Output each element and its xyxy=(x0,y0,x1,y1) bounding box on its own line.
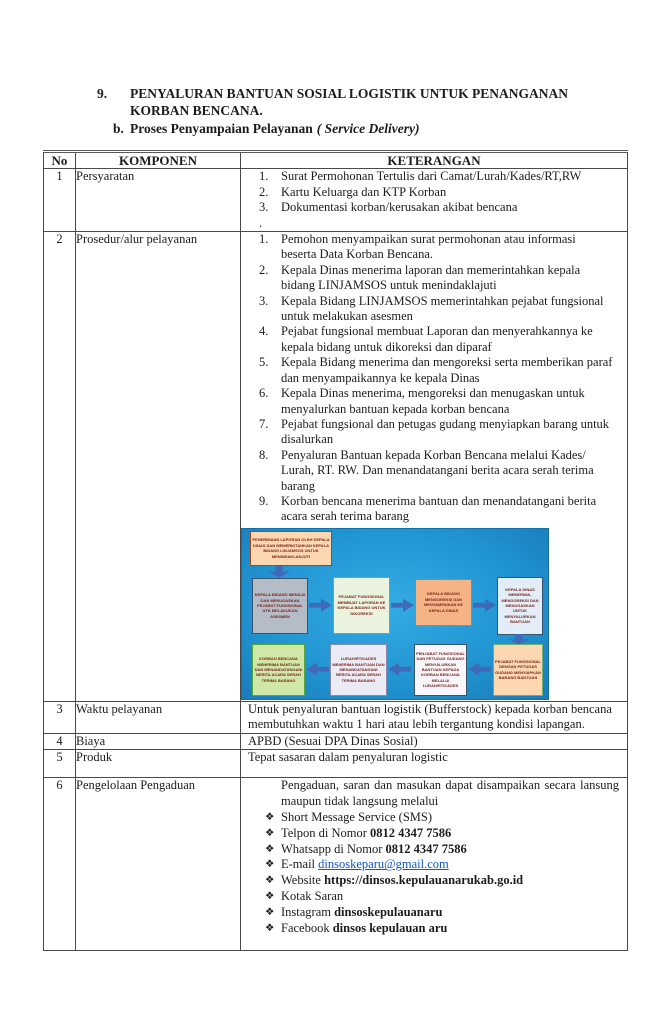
flowchart-step-prepare-goods: PEJABAT FUNGSIONAL DENGAN PETUGAS GUDANG MENYIAPKAN BARANG BANTUAN xyxy=(493,644,543,696)
flowchart-step-head-assign-distribution: KEPALA DINAS MENERIMA, MENGOREKSI DAN MENUGASKAN UNTUK MENYALURKAN BANTUAN xyxy=(497,577,543,635)
flowchart-step-village-receive: LURAH/RT/KADES MENERIMA BANTUAN DAN MENANDATANGANI BERITA ACARA SERAH TERIMA BARANG xyxy=(330,644,387,696)
list-item: Surat Permohonan Tertulis dari Camat/Lurah/Kades/RT,RW xyxy=(281,169,582,184)
arrow-right-icon xyxy=(309,599,332,612)
diamond-bullet-icon: ❖ xyxy=(265,826,275,839)
diamond-bullet-icon: ❖ xyxy=(265,922,275,935)
table-header-row xyxy=(44,152,628,169)
table-row-produk xyxy=(44,749,628,777)
subsection-title-italic: ( Service Delivery) xyxy=(316,121,420,136)
row3-no: 3 xyxy=(44,701,76,733)
arrow-right-icon xyxy=(473,599,496,612)
channel-phone: ❖ Telpon di Nomor 0812 4347 7586 xyxy=(265,825,452,840)
service-delivery-table xyxy=(43,150,628,951)
row2-komponen: Prosedur/alur pelayanan xyxy=(76,232,241,702)
website-url: https://dinsos.kepulauanarukab.go.id xyxy=(324,873,524,888)
instagram-handle: dinsoskepulauanaru xyxy=(334,905,443,920)
diamond-bullet-icon: ❖ xyxy=(265,874,275,887)
row3-komponen: Waktu pelayanan xyxy=(76,701,241,733)
row5-no: 5 xyxy=(44,749,76,777)
row1-komponen: Persyaratan xyxy=(76,169,241,232)
row2-keterangan xyxy=(241,232,628,702)
channel-whatsapp: ❖ Whatsapp di Nomor 0812 4347 7586 xyxy=(265,841,467,856)
whatsapp-number: 0812 4347 7586 xyxy=(385,841,467,856)
list-item: Kepala Dinas menerima, mengoreksi dan menugaskan untuk menyalurkan bantuan kepada korban bencana xyxy=(281,386,585,416)
table-row-persyaratan xyxy=(44,169,628,232)
table-row-biaya xyxy=(44,733,628,749)
phone-number: 0812 4347 7586 xyxy=(370,825,452,840)
flowchart-step-receive-report: PENERIMAAN LAPORAN OLEH KEPALA DINAS DAN MEMERINTAHKAN KEPALA BIDANG LINJAMSOS UNTUK MENINDAKLANJUTI xyxy=(250,531,332,566)
table-row-pengaduan xyxy=(44,778,628,951)
arrow-down-icon xyxy=(268,566,290,578)
row6-keterangan xyxy=(241,778,628,951)
arrow-left-icon xyxy=(468,663,491,676)
diamond-bullet-icon: ❖ xyxy=(265,906,275,919)
channel-website: ❖ Website https://dinsos.kepulauanarukab.go.id xyxy=(265,873,524,888)
channel-instagram: ❖ Instagram dinsoskepulauanaru xyxy=(265,905,443,920)
subsection-title: Proses Penyampaian Pelayanan xyxy=(130,121,313,136)
row1-keterangan xyxy=(241,169,628,232)
row5-keterangan: Tepat sasaran dalam penyaluran logistic xyxy=(248,749,448,764)
row6-komponen: Pengelolaan Pengaduan xyxy=(76,778,241,951)
row1-no: 1 xyxy=(44,169,76,232)
row5-komponen: Produk xyxy=(76,749,241,777)
section-heading xyxy=(0,0,667,137)
stray-period: . xyxy=(259,215,263,230)
channel-facebook: ❖ Facebook dinsos kepulauan aru xyxy=(265,921,448,936)
header-keterangan: KETERANGAN xyxy=(241,152,628,169)
arrow-left-icon xyxy=(388,663,411,676)
row2-no: 2 xyxy=(44,232,76,702)
list-item: Penyaluran Bantuan kepada Korban Bencana melalui Kades/ Lurah, RT. RW. Dan menandatangani berita acara serah terima barang xyxy=(281,447,594,493)
email-link[interactable]: dinsoskeparu@gmail.com xyxy=(318,857,449,872)
channel-sms: ❖ Short Message Service (SMS) xyxy=(265,809,433,824)
list-item: Kepala Dinas menerima laporan dan memerintahkan kepala bidang LINJAMSOS untuk menindaklajuti xyxy=(281,262,581,293)
section-number: 9. xyxy=(97,86,108,101)
row6-no: 6 xyxy=(44,778,76,951)
row4-no: 4 xyxy=(44,733,76,749)
table-row-waktu xyxy=(44,701,628,733)
procedure-flowchart-image xyxy=(241,528,549,700)
list-item: Dokumentasi korban/kerusakan akibat bencana xyxy=(281,200,518,215)
flowchart-step-make-report: PEJABAT FUNGSIONAL MEMBUAT LAPORAN KE KEPALA BIDANG UNTUK DIKOREKSI xyxy=(333,577,390,634)
subsection-letter: b. xyxy=(113,121,124,136)
header-komponen: KOMPONEN xyxy=(76,152,241,169)
list-item: Korban bencana menerima bantuan dan menandatangani berita acara serah terima barang xyxy=(281,493,597,524)
list-item: Pemohon menyampaikan surat permohonan atau informasi beserta Data Korban Bencana. xyxy=(281,232,576,262)
channel-email: ❖ E-mail dinsoskeparu@gmail.com xyxy=(265,857,449,872)
list-item: Pejabat fungsional dan petugas gudang menyiapkan barang untuk disalurkan xyxy=(281,416,610,447)
flowchart-step-distribute-goods: PENJABAT FUNGSIONAL DAN PETUGAS GUDANG MENYALURKAN BANTUAN KEPADA KORBAN BENCANA MELALUI LURAH/RT/KADES xyxy=(414,644,467,696)
row3-keterangan: Untuk penyaluran bantuan logistik (Bufferstock) kepada korban bencana membutuhkan waktu 1 hari atau lebih tergantung kondisi lapangan. xyxy=(248,701,612,732)
facebook-handle: dinsos kepulauan aru xyxy=(332,921,448,936)
row4-keterangan: APBD (Sesuai DPA Dinas Sosial) xyxy=(248,733,418,748)
table-row-prosedur xyxy=(44,232,628,702)
section-title-line1: PENYALURAN BANTUAN SOSIAL LOGISTIK UNTUK PENANGANAN xyxy=(130,86,568,101)
complaint-intro: Pengaduan, saran dan masukan dapat disampaikan secara lansung maupun tidak langsung melalui xyxy=(281,778,619,808)
section-title-line2: KORBAN BENCANA. xyxy=(130,103,263,118)
flowchart-step-assign-assessment: KEPALA BIDANG MENILAI DAN MENUGASKAN PEJABAT FUNGSIONAL UTK MELAKUKAN ASESMEN xyxy=(252,578,308,634)
list-item: Pejabat fungsional membuat Laporan dan menyerahkannya ke kepala bidang untuk dikoreksi dan diparaf xyxy=(281,324,593,354)
list-item: Kartu Keluarga dan KTP Korban xyxy=(281,184,447,199)
diamond-bullet-icon: ❖ xyxy=(265,810,275,823)
section-title xyxy=(130,85,568,119)
list-item: Kepala Bidang LINJAMSOS memerintahkan pejabat fungsional untuk melakukan asesmen xyxy=(281,293,604,324)
diamond-bullet-icon: ❖ xyxy=(265,890,275,903)
flowchart-step-correct-report: KEPALA BIDANG MENGOREKSI DAN MENYAMPAIKAN KE KEPALA DINAS xyxy=(415,579,472,626)
channel-suggestion-box: ❖ Kotak Saran xyxy=(265,889,344,904)
diamond-bullet-icon: ❖ xyxy=(265,858,275,871)
header-no: No xyxy=(44,152,76,169)
row4-komponen: Biaya xyxy=(76,733,241,749)
arrow-left-icon xyxy=(306,663,329,676)
diamond-bullet-icon: ❖ xyxy=(265,842,275,855)
list-item: Kepala Bidang menerima dan mengoreksi serta memberikan paraf dan menyampaikannya ke kepala Dinas xyxy=(281,355,613,385)
flowchart-step-victim-receive: KORBAN BENCANA MENERIMA BANTUAN DAN MENANDATANGANI BERITA ACARA SERAH TERIMA BARANG xyxy=(252,644,305,696)
subsection-heading xyxy=(113,120,627,137)
arrow-right-icon xyxy=(391,599,414,612)
